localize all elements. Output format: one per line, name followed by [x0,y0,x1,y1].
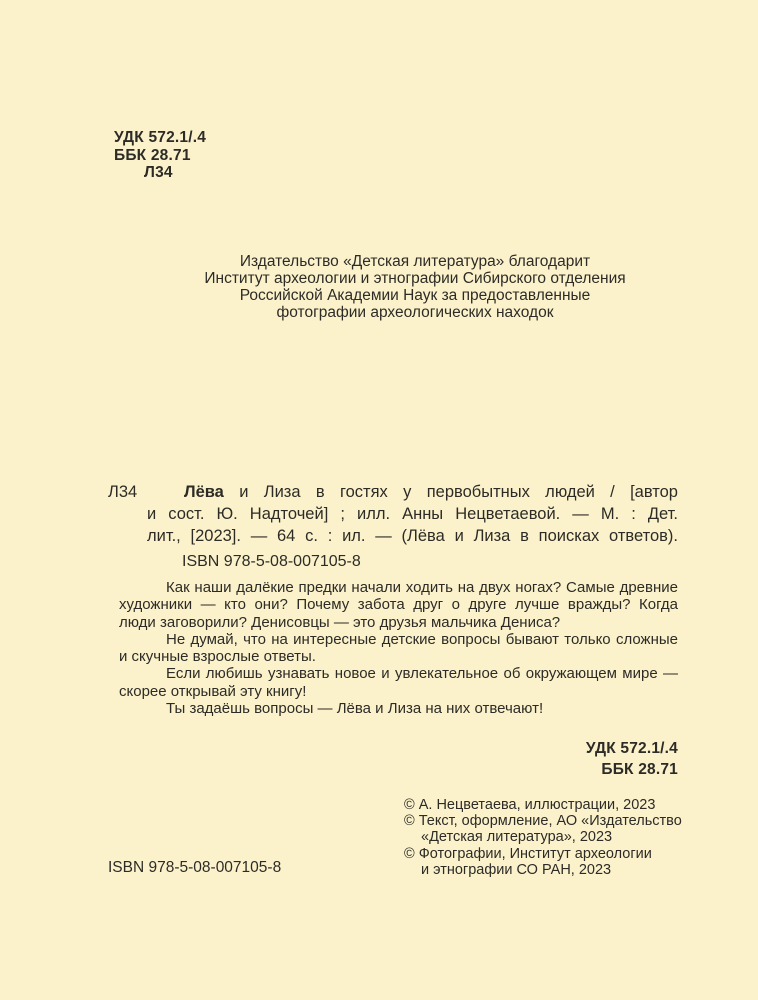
top-classification-block [114,129,206,182]
udk-code-right: УДК 572.1/.4 [585,740,678,757]
catalog-isbn: ISBN 978-5-08-007105-8 [182,553,361,570]
catalog-card-block [147,481,678,573]
copyright-line-continuation: «Детская литература», 2023 [421,829,613,846]
copyright-line: © Текст, оформление, АО «Издательство [404,813,682,830]
catalog-line: и сост. Ю. Надточей] ; илл. Анны Нецветаевой. — М. : Дет. [147,505,678,523]
udk-code: УДК 572.1/.4 [114,129,207,146]
acknowledgment-block [105,253,725,321]
acknowledgment-line: Издательство «Детская литература» благодарит [239,253,591,270]
bbk-code-right: ББК 28.71 [601,760,678,778]
annotation-line: люди заговорили? Денисовцы — это друзья мальчика Дениса? [119,613,561,631]
annotation-line: Ты задаёшь вопросы — Лёва и Лиза на них отвечают! [166,700,544,718]
acknowledgment-line: Институт археологии и этнографии Сибирского отделения [204,270,626,287]
copyright-line-continuation: и этнографии СО РАН, 2023 [421,861,612,878]
bottom-classification-block [586,739,678,780]
annotation-line: Как наши далёкие предки начали ходить на двух ногах? Самые древние [166,579,678,596]
bbk-code: ББК 28.71 [114,146,191,164]
annotation-line: и скучные взрослые ответы. [119,648,316,666]
catalog-author-sign: Л34 [108,483,138,501]
acknowledgment-line: Российской Академии Наук за предоставленные [239,287,591,304]
annotation-block [119,579,678,717]
annotation-line: Не думай, что на интересные детские вопросы бывают только сложные [166,630,678,648]
copyright-line: © Фотографии, Институт археологии [404,845,652,862]
author-sign: Л34 [144,164,173,182]
isbn-bottom: ISBN 978-5-08-007105-8 [108,859,282,876]
acknowledgment-line: фотографии археологических находок [276,304,554,321]
annotation-line: художники — кто они? Почему забота друг о друге лучше вражды? Когда [119,596,678,614]
catalog-line: лит., [2023]. — 64 с. : ил. — (Лёва и Лиза в поисках ответов). [147,527,678,545]
copyright-line: © А. Нецветаева, иллюстрации, 2023 [404,797,656,813]
annotation-line: Если любишь узнавать новое и увлекательное об окружающем мире — [166,665,678,683]
catalog-title-bold: Лёва [184,483,224,501]
catalog-line-rest: и Лиза в гостях у первобытных людей / [автор [239,483,678,501]
annotation-line: скорее открывай эту книгу! [119,682,307,700]
catalog-line [147,481,678,503]
copyright-block [404,797,704,878]
